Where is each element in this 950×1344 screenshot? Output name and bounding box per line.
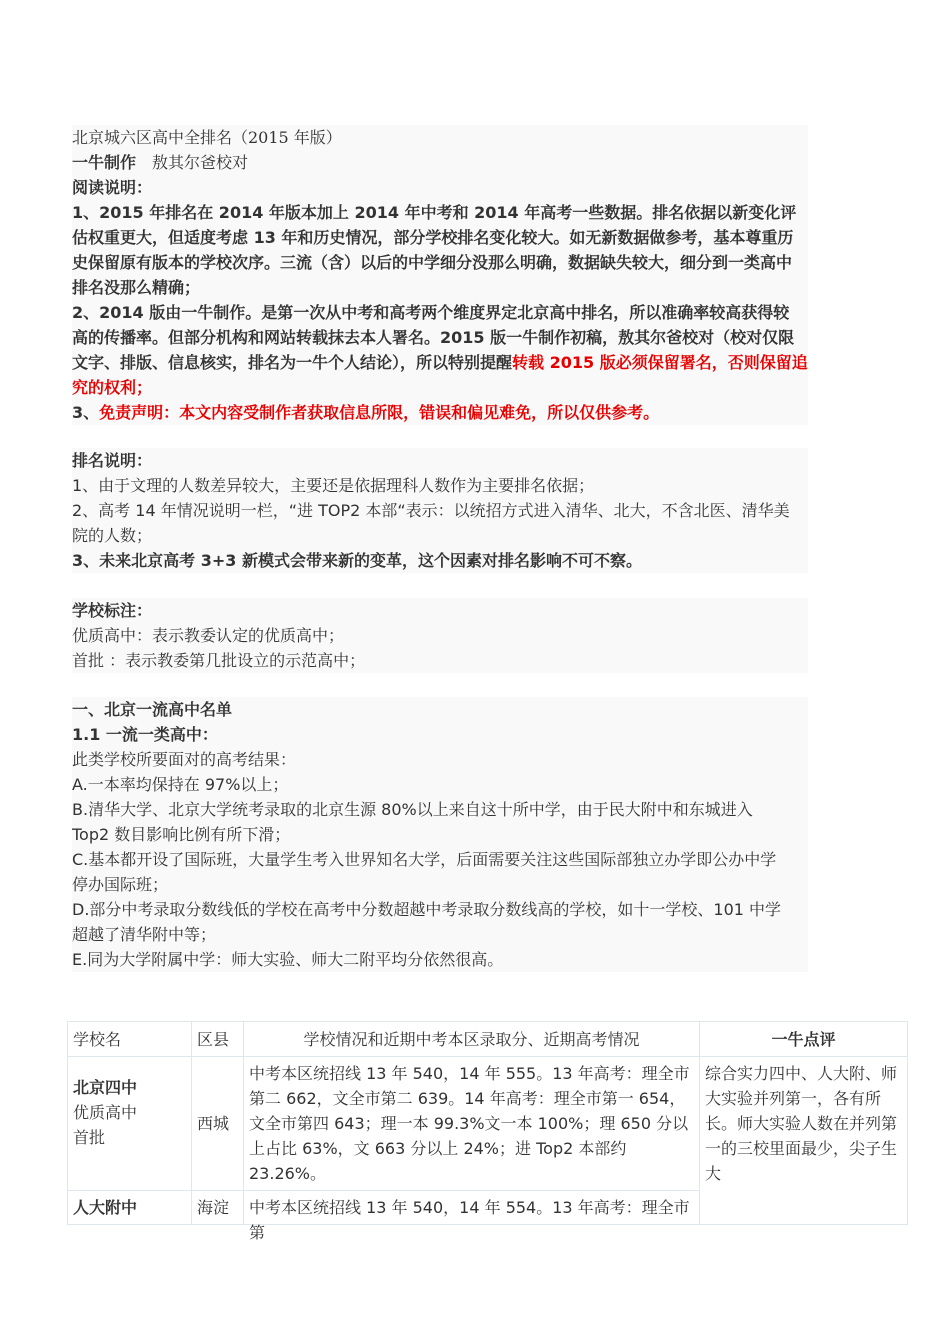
result-item: 停办国际班； [72,875,169,894]
header-district: 区县 [192,1022,244,1057]
result-item: A.一本率均保持在 97%以上； [72,775,289,794]
district-cell: 海淀 [192,1191,244,1225]
note1-line: 排名没那么精确； [72,278,201,297]
top-schools-section [72,697,808,972]
header-comment: 一牛点评 [700,1022,908,1057]
disclaimer-number: 3、 [72,403,100,422]
note2-line: 2、2014 版由一牛制作。是第一次从中考和高考两个维度界定北京高中排名，所以准确率较高获得较 [72,303,790,322]
school-tag: 首批 [73,1128,106,1147]
result-item: E.同为大学附属中学：师大实验、师大二附平均分依然很高。 [72,950,504,969]
section-heading: 一、北京一流高中名单 [72,700,233,719]
author-line [72,150,808,175]
table-row [68,1057,908,1191]
school-marks-section [72,598,808,673]
note1-line: 估权重更大，但适度考虑 13 年和历史情况，部分学校排名变化较大。如无新数据做参考，基本尊重历 [72,228,794,247]
marks-note: 优质高中：表示教委认定的优质高中； [72,626,345,645]
ranking-note: 1、由于文理的人数差异较大，主要还是依据理科人数作为主要排名依据； [72,476,595,495]
section-intro: 此类学校所要面对的高考结果： [72,750,297,769]
result-item: B.清华大学、北京大学统考录取的北京生源 80%以上来自这十所中学，由于民大附中和东城进入 [72,800,753,819]
comment-text: 综合实力四中、人大附、师大实验并列第一，各有所长。师大实验人数在并列第一的三校里面最少，尖子生大 [705,1064,898,1183]
reading-heading: 阅读说明： [72,178,153,197]
note2-line [72,350,808,375]
marks-note: 首批 ：表示教委第几批设立的示范高中； [72,651,366,670]
note1-line: 1、2015 年排名在 2014 年版本加上 2014 年中考和 2014 年高考一些数据。排名依据以新变化评 [72,203,797,222]
result-item: 超越了清华附中等； [72,925,217,944]
intro-section [72,125,808,425]
info-cell [244,1191,700,1242]
note1-line: 史保留原有版本的学校次序。三流（含）以后的中学细分没那么明确，数据缺失较大，细分到一类高中 [72,253,793,272]
table-header-row [68,1022,908,1057]
result-item: C.基本都开设了国际班，大量学生考入世界知名大学，后面需要关注这些国际部独立办学即公办中学 [72,850,777,869]
repost-warning-end: 究的权利； [72,378,153,397]
ranking-note: 2、高考 14 年情况说明一栏，“进 TOP2 本部“表示：以统招方式进入清华、北大，不含北医、清华美 [72,501,790,520]
header-info: 学校情况和近期中考本区录取分、近期高考情况 [244,1022,700,1057]
info-cell: 中考本区统招线 13 年 540，14 年 555。13 年高考：理全市第二 662，文全市第二 639。14 年高考：理全市第一 654，文全市第四 643；理一本 99.3%文一本 100%；理 650 分以上占比 63%，文 663 分以上 24%；进 Top2 本部约 23.26%。 [244,1057,700,1191]
repost-warning: 转载 2015 版必须保留署名，否则保留追 [512,353,808,372]
school-name: 北京四中 [73,1078,138,1097]
disclaimer-text: 免责声明：本文内容受制作者获取信息所限，错误和偏见难免，所以仅供参考。 [99,403,660,422]
school-name: 人大附中 [68,1191,192,1225]
school-ranking-table [67,1021,908,1242]
document-title: 北京城六区高中全排名（2015 年版） [72,128,342,147]
info-text: 中考本区统招线 13 年 540，14 年 554。13 年高考：理全市第 [249,1198,690,1242]
subsection-heading: 1.1 一流一类高中： [72,725,218,744]
marks-heading: 学校标注： [72,601,153,620]
ranking-notes-section [72,448,808,573]
note2-line: 高的传播率。但部分机构和网站转载抹去本人署名。2015 版一牛制作初稿，敖其尔爸校对（校对仅限 [72,328,795,347]
comment-cell [700,1057,908,1225]
disclaimer-line [72,400,808,425]
author-name: 一牛制作 [72,153,137,172]
note2-text: 文字、排版、信息核实，排名为一牛个人结论），所以特别提醒 [72,353,513,372]
ranking-note: 院的人数； [72,526,153,545]
ranking-note: 3、未来北京高考 3+3 新模式会带来新的变革，这个因素对排名影响不可不察。 [72,551,642,570]
ranking-heading: 排名说明： [72,451,153,470]
result-item: D.部分中考录取分数线低的学校在高考中分数超越中考录取分数线高的学校，如十一学校、101 中学 [72,900,782,919]
school-tag: 优质高中 [73,1103,138,1122]
school-name-cell [68,1057,192,1191]
header-school-name: 学校名 [68,1022,192,1057]
result-item: Top2 数目影响比例有所下滑； [72,825,291,844]
proofreader-name: 敖其尔爸校对 [136,153,249,172]
district-cell: 西城 [192,1057,244,1191]
